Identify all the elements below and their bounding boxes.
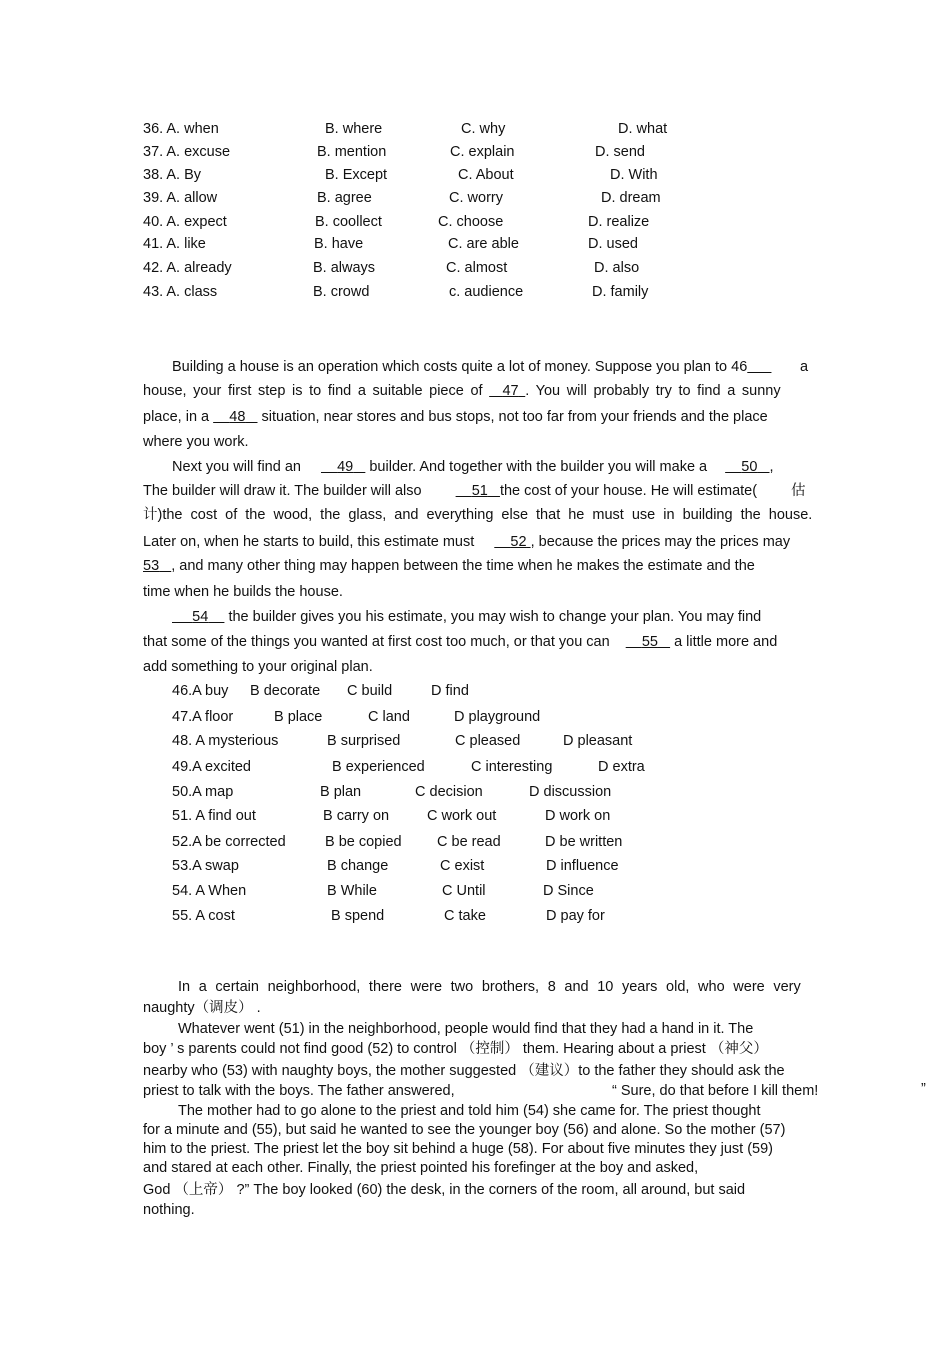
blank-47 <box>489 383 525 399</box>
q36-option-b: B. where <box>325 121 383 137</box>
q43-option-a: 43. A. class <box>143 284 218 300</box>
blank-48 <box>213 409 257 425</box>
passage-line: time when he builds the house. <box>143 584 343 600</box>
text: builder. And together with the builder you will make a <box>365 459 712 475</box>
q43-option-d: D. family <box>592 284 649 300</box>
option-53-d: D influence <box>546 858 619 874</box>
q42-option-d: D. also <box>594 260 640 276</box>
q41-option-a: 41. A. like <box>143 236 206 252</box>
option-46-a: 46.A buy <box>172 683 229 699</box>
q39-option-b: B. agree <box>317 190 372 206</box>
blank-number: 49 <box>337 459 354 475</box>
blank-46 <box>747 359 771 375</box>
passage-line: boy ’ s parents could not find good (52) to control （控制） them. Hearing about a priest （神父） <box>143 1041 768 1057</box>
text: Building a house is an operation which costs quite a lot of money. Suppose you plan to 46 <box>172 359 748 375</box>
option-47-b: B place <box>274 709 323 725</box>
q37-option-a: 37. A. excuse <box>143 144 231 160</box>
passage-text: a <box>800 359 809 375</box>
text: that some of the things you wanted at first cost too much, or that you can <box>143 634 614 650</box>
option-55-c: C take <box>444 908 486 924</box>
option-49-a: 49.A excited <box>172 759 251 775</box>
option-53-c: C exist <box>440 858 485 874</box>
passage-line: for a minute and (55), but said he wanted to see the younger boy (56) and alone. So the mother (57) <box>143 1122 786 1138</box>
passage-line: In a certain neighborhood, there were two brothers, 8 and 10 years old, who were very <box>178 979 801 995</box>
option-49-b: B experienced <box>332 759 425 775</box>
passage-line <box>172 358 771 376</box>
text: house, your first step is to find a suitable piece of <box>143 383 490 399</box>
option-48-c: C pleased <box>455 733 521 749</box>
blank-number: 54 <box>192 609 209 625</box>
passage-line: nothing. <box>143 1202 195 1218</box>
text: situation, near stores and bus stops, not too far from your friends and the place <box>257 409 768 425</box>
q41-option-d: D. used <box>588 236 638 252</box>
text: , <box>769 459 774 475</box>
passage-line: add something to your original plan. <box>143 659 373 675</box>
q36-option-a: 36. A. when <box>143 121 219 137</box>
blank-53 <box>143 558 171 574</box>
passage-line <box>143 633 777 651</box>
text: Later on, when he starts to build, this estimate must <box>143 534 479 550</box>
option-50-c: C decision <box>415 784 483 800</box>
text: , because the prices may the prices may <box>530 534 791 550</box>
q38-option-b: B. Except <box>325 167 388 183</box>
q40-option-b: B. coollect <box>315 214 382 230</box>
q38-option-c: C. About <box>458 167 514 183</box>
option-46-b: B decorate <box>250 683 321 699</box>
passage-line: 计)the cost of the wood, the glass, and everything else that he must use in building the house. <box>143 507 813 523</box>
option-49-c: C interesting <box>471 759 553 775</box>
passage-line: The mother had to go alone to the priest and told him (54) she came for. The priest thought <box>178 1103 761 1119</box>
q38-option-d: D. With <box>610 167 658 183</box>
option-50-a: 50.A map <box>172 784 234 800</box>
option-51-b: B carry on <box>323 808 390 824</box>
option-49-d: D extra <box>598 759 645 775</box>
q39-option-a: 39. A. allow <box>143 190 218 206</box>
blank-number: 51 <box>471 483 488 499</box>
passage-line: him to the priest. The priest let the boy sit behind a huge (58). For about five minutes they just (59) <box>143 1141 774 1157</box>
text: place, in a <box>143 409 214 425</box>
option-46-d: D find <box>431 683 469 699</box>
passage-line: Whatever went (51) in the neighborhood, people would find that they had a hand in it. The <box>178 1021 754 1037</box>
blank-number: 53 <box>143 558 160 574</box>
q41-option-b: B. have <box>314 236 364 252</box>
q42-option-c: C. almost <box>446 260 508 276</box>
passage-line <box>172 458 774 476</box>
blank-number: 55 <box>641 634 658 650</box>
option-55-b: B spend <box>331 908 385 924</box>
passage-line: nearby who (53) with naughty boys, the mother suggested （建议）to the father they should ask the <box>143 1063 785 1079</box>
blank-52 <box>494 534 530 550</box>
blank-number: 50 <box>741 459 758 475</box>
option-52-c: C be read <box>437 834 501 850</box>
option-51-d: D work on <box>545 808 611 824</box>
q37-option-d: D. send <box>595 144 645 160</box>
blank-number: 52 <box>510 534 527 550</box>
q40-option-a: 40. A. expect <box>143 214 227 230</box>
option-51-c: C work out <box>427 808 497 824</box>
option-54-d: D Since <box>543 883 594 899</box>
option-54-c: C Until <box>442 883 486 899</box>
passage-line: priest to talk with the boys. The father answered, <box>143 1083 455 1099</box>
option-48-d: D pleasant <box>563 733 633 749</box>
q41-option-c: C. are able <box>448 236 519 252</box>
text: the builder gives you his estimate, you may wish to change your plan. You may find <box>224 609 762 625</box>
option-53-b: B change <box>327 858 389 874</box>
blank-49 <box>321 459 365 475</box>
blank-number: 47 <box>502 383 519 399</box>
q42-option-b: B. always <box>313 260 376 276</box>
option-54-a: 54. A When <box>172 883 247 899</box>
passage-line <box>143 533 790 551</box>
passage-line <box>172 608 761 626</box>
text: the cost of your house. He will estimate( <box>499 483 758 499</box>
q40-option-c: C. choose <box>438 214 504 230</box>
option-54-b: B While <box>327 883 377 899</box>
option-55-a: 55. A cost <box>172 908 235 924</box>
passage-line: where you work. <box>143 434 249 450</box>
option-52-a: 52.A be corrected <box>172 834 286 850</box>
passage-line <box>143 382 781 400</box>
option-55-d: D pay for <box>546 908 605 924</box>
passage-line <box>143 408 768 426</box>
option-52-b: B be copied <box>325 834 402 850</box>
text: Next you will find an <box>172 459 305 475</box>
blank-55 <box>626 634 670 650</box>
q39-option-d: D. dream <box>601 190 661 206</box>
text: , and many other thing may happen between the time when he makes the estimate and the <box>171 558 755 574</box>
passage-text: 估 <box>791 483 806 499</box>
q42-option-a: 42. A. already <box>143 260 232 276</box>
q37-option-b: B. mention <box>317 144 387 160</box>
option-50-b: B plan <box>320 784 362 800</box>
option-52-d: D be written <box>545 834 623 850</box>
passage-line: and stared at each other. Finally, the priest pointed his forefinger at the boy and asked, <box>143 1160 699 1176</box>
blank-54 <box>172 609 224 625</box>
q39-option-c: C. worry <box>449 190 503 206</box>
q36-option-d: D. what <box>618 121 668 137</box>
text: The builder will draw it. The builder will also <box>143 483 426 499</box>
option-47-d: D playground <box>454 709 541 725</box>
passage-line <box>143 557 755 575</box>
option-48-a: 48. A mysterious <box>172 733 279 749</box>
blank-50 <box>725 459 769 475</box>
option-47-c: C land <box>368 709 410 725</box>
option-50-d: D discussion <box>529 784 612 800</box>
option-51-a: 51. A find out <box>172 808 256 824</box>
passage-line: God （上帝） ?” The boy looked (60) the desk, in the corners of the room, all around, but said <box>143 1182 746 1198</box>
option-47-a: 47.A floor <box>172 709 234 725</box>
passage-quote: “ Sure, do that before I kill them! <box>612 1083 819 1099</box>
text: . You will probably try to find a sunny <box>525 383 781 399</box>
q38-option-a: 38. A. By <box>143 167 202 183</box>
q40-option-d: D. realize <box>588 214 650 230</box>
q37-option-c: C. explain <box>450 144 515 160</box>
option-48-b: B surprised <box>327 733 401 749</box>
passage-line <box>143 482 757 500</box>
text: a little more and <box>670 634 778 650</box>
option-53-a: 53.A swap <box>172 858 239 874</box>
blank-51 <box>456 483 500 499</box>
q43-option-b: B. crowd <box>313 284 370 300</box>
option-46-c: C build <box>347 683 393 699</box>
blank-number: 48 <box>229 409 246 425</box>
q36-option-c: C. why <box>461 121 506 137</box>
passage-line: naughty（调皮） . <box>143 1000 261 1016</box>
q43-option-c: c. audience <box>449 284 524 300</box>
passage-quote-close: ” <box>921 1081 926 1097</box>
